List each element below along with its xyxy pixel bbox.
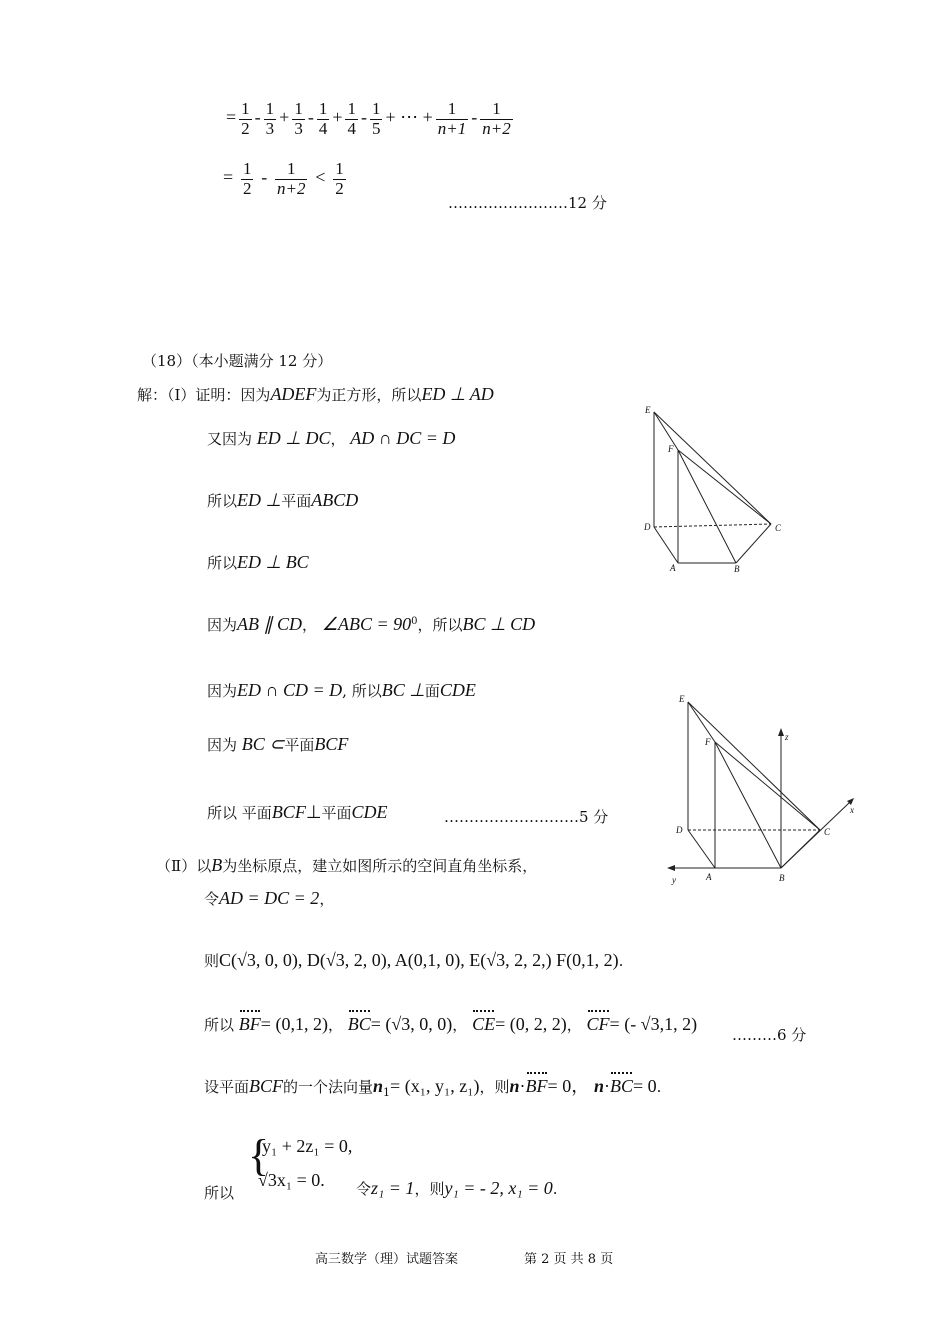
proof-line-4: 所以ED ⊥ BC bbox=[207, 552, 309, 572]
proof-line-1: 解：（Ⅰ）证明：因为ADEF为正方形，所以ED ⊥ AD bbox=[137, 384, 494, 404]
axis-label-z: z bbox=[785, 732, 789, 742]
operator: - bbox=[307, 107, 314, 128]
operator: - bbox=[360, 107, 367, 128]
label-c: C bbox=[775, 523, 782, 533]
footer-title: 高三数学（理）试题答案 bbox=[315, 1252, 459, 1267]
proof-line-2: 又因为 ED ⊥ DC， AD ∩ DC = D bbox=[207, 428, 456, 448]
proof-line-6: 因为ED ∩ CD = D, 所以BC ⊥面CDE bbox=[207, 680, 476, 700]
label-c: C bbox=[824, 827, 831, 837]
sum-result-line: = $\frac{1}{2}$ - $\frac{1}{n+2}$ < $\frac{1}{2}$ bbox=[223, 159, 344, 198]
part2-line-2: 令AD = DC = 2， bbox=[204, 888, 335, 908]
operator: - bbox=[254, 107, 261, 128]
fraction: $\frac{1}{4}$ bbox=[318, 99, 328, 138]
fraction: $\frac{1}{3}$ bbox=[294, 99, 303, 138]
proof-line-5: 因为AB ∥ CD， ∠ABC = $90^0$，所以BC ⊥ CD bbox=[207, 614, 536, 634]
label-f: F bbox=[705, 737, 711, 747]
part2-vectors: 所以 BF= (0,1, 2)， BC= (√3, 0, 0)， CE= (0, 2, 2)， CF= (- √3,1, 2) bbox=[204, 1010, 697, 1035]
label-a: A bbox=[706, 872, 712, 882]
label-a: A bbox=[670, 563, 676, 573]
figure-prism-2 bbox=[664, 690, 864, 890]
figure-prism-1 bbox=[640, 400, 790, 580]
fraction: $\frac{1}{n+2}$ bbox=[277, 159, 306, 198]
fraction: $\frac{1}{3}$ bbox=[265, 99, 275, 138]
proof-line-3: 所以ED ⊥平面ABCD bbox=[207, 490, 359, 510]
fraction: $\frac{1}{n+1}$ bbox=[437, 99, 467, 138]
part2-normal-vector: 设平面BCF的一个法向量$n_1= (x_1$, y₁, z₁)，则n·BF= 0， n·BC= 0. bbox=[204, 1072, 661, 1099]
equals-sign: = bbox=[226, 107, 237, 128]
label-e: E bbox=[679, 694, 685, 704]
vector-bf: BF bbox=[239, 1010, 261, 1035]
label-d: D bbox=[676, 825, 683, 835]
axis-label-y: y bbox=[672, 875, 676, 885]
fraction: $\frac{1}{4}$ bbox=[347, 99, 356, 138]
score-marker: ……………………12 分 bbox=[448, 194, 607, 212]
fraction: $\frac{1}{2}$ bbox=[335, 159, 344, 198]
label-d: D bbox=[644, 522, 651, 532]
footer-page-number: 第 2 页 共 8 页 bbox=[524, 1252, 614, 1267]
label-e: E bbox=[645, 405, 651, 415]
part2-coordinates: 则C(√3, 0, 0), D(√3, 2, 0), A(0,1, 0), E(√3, 2, 2,) F(0,1, 2). bbox=[204, 950, 624, 970]
fraction: $\frac{1}{2}$ bbox=[242, 159, 252, 198]
score-marker: ………6 分 bbox=[732, 1026, 807, 1044]
left-brace: { bbox=[248, 1131, 270, 1180]
fraction: $\frac{1}{5}$ bbox=[371, 99, 381, 138]
sum-telescoping-line bbox=[225, 100, 515, 138]
vector-cf: CF bbox=[587, 1010, 610, 1035]
fraction: $\frac{1}{2}$ bbox=[241, 99, 250, 138]
label-f: F bbox=[668, 444, 674, 454]
vector-ce: CE bbox=[472, 1010, 495, 1035]
operator: - bbox=[471, 107, 478, 128]
equals-sign: = bbox=[223, 167, 234, 188]
proof-line-8: 所以 平面BCF⊥平面CDE bbox=[207, 802, 388, 822]
question-header: （18）（本小题满分 12 分） bbox=[142, 352, 333, 370]
fraction: $\frac{1}{n+2}$ bbox=[482, 99, 511, 138]
label-b: B bbox=[779, 873, 785, 883]
label-b: B bbox=[734, 564, 740, 574]
operator: + bbox=[279, 107, 290, 128]
score-marker: ………………………5 分 bbox=[444, 808, 609, 826]
vector-bc: BC bbox=[348, 1010, 371, 1035]
operator: + bbox=[332, 107, 343, 128]
axis-label-x: x bbox=[850, 805, 854, 815]
proof-line-7: 因为 BC ⊂平面BCF bbox=[207, 734, 349, 754]
part2-line-1: （Ⅱ）以B为坐标原点，建立如图所示的空间直角坐标系， bbox=[156, 855, 538, 875]
operator: + ⋯ + bbox=[385, 107, 433, 128]
